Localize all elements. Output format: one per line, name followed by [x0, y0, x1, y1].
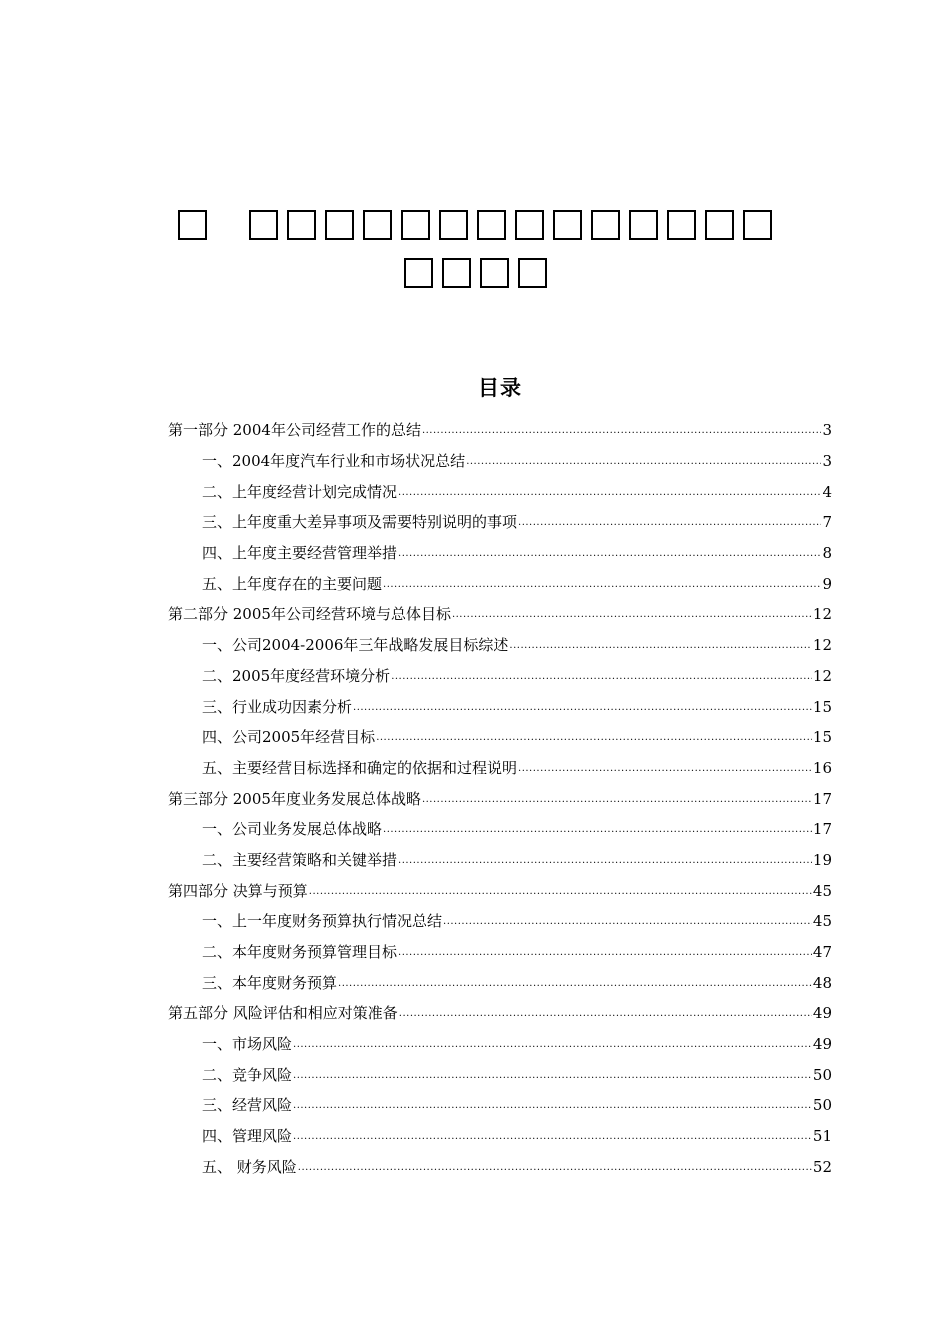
document-title-line-2: [0, 258, 950, 288]
toc-dot-leader: [398, 944, 812, 962]
toc-dot-leader: [293, 1097, 812, 1115]
toc-section-entry[interactable]: [168, 753, 832, 784]
toc-entry-label: 三、经营风险: [202, 1096, 293, 1115]
toc-dot-leader: [518, 514, 821, 532]
toc-page-number: 7: [822, 513, 832, 532]
missing-glyph-box: [591, 210, 620, 240]
toc-dot-leader: [309, 883, 812, 901]
toc-section-entry[interactable]: [168, 538, 832, 569]
toc-page-number: 51: [812, 1127, 832, 1146]
toc-page-number: 16: [812, 758, 832, 777]
toc-entry-label: 一、公司业务发展总体战略: [202, 820, 383, 839]
toc-part-entry[interactable]: [168, 783, 832, 814]
toc-entry-label: 四、上年度主要经营管理举措: [202, 544, 398, 563]
toc-entry-label: 二、2005年度经营环境分析: [202, 666, 391, 685]
toc-section-entry[interactable]: [168, 722, 832, 753]
table-of-contents: [168, 415, 832, 1182]
toc-entry-label: 第四部分 决算与预算: [168, 881, 308, 900]
toc-entry-label: 一、2004年度汽车行业和市场状况总结: [202, 452, 466, 471]
toc-dot-leader: [376, 729, 812, 747]
missing-glyph-box: [480, 258, 509, 288]
missing-glyph-box: [439, 210, 468, 240]
toc-entry-label: 第三部分 2005年度业务发展总体战略: [168, 789, 421, 808]
toc-page-number: 15: [812, 728, 832, 747]
toc-entry-label: 二、主要经营策略和关键举措: [202, 850, 398, 869]
toc-page-number: 48: [812, 973, 832, 992]
toc-page-number: 45: [812, 881, 832, 900]
toc-entry-label: 三、上年度重大差异事项及需要特别说明的事项: [202, 513, 518, 532]
toc-page-number: 4: [822, 482, 832, 501]
toc-dot-leader: [293, 1067, 812, 1085]
toc-entry-label: 五、 财务风险: [202, 1157, 297, 1176]
toc-page-number: 50: [812, 1096, 832, 1115]
toc-dot-leader: [293, 1036, 812, 1054]
toc-entry-label: 第五部分 风险评估和相应对策准备: [168, 1004, 398, 1023]
toc-page-number: 50: [812, 1065, 832, 1084]
toc-section-entry[interactable]: [168, 1029, 832, 1060]
toc-part-entry[interactable]: [168, 415, 832, 446]
toc-page-number: 12: [812, 666, 832, 685]
missing-glyph-box: [442, 258, 471, 288]
toc-entry-label: 一、上一年度财务预算执行情况总结: [202, 912, 443, 931]
toc-dot-leader: [422, 422, 822, 440]
toc-page-number: 47: [812, 943, 832, 962]
missing-glyph-box: [404, 258, 433, 288]
toc-entry-label: 三、行业成功因素分析: [202, 697, 353, 716]
toc-dot-leader: [509, 637, 811, 655]
toc-part-entry[interactable]: [168, 998, 832, 1029]
toc-page-number: 19: [812, 850, 832, 869]
missing-glyph-box: [553, 210, 582, 240]
document-title-line-1: [0, 210, 950, 240]
toc-dot-leader: [293, 1128, 812, 1146]
missing-glyph-box: [743, 210, 772, 240]
missing-glyph-box: [249, 210, 278, 240]
toc-entry-label: 二、竞争风险: [202, 1065, 293, 1084]
toc-page-number: 12: [812, 605, 832, 624]
toc-dot-leader: [399, 1005, 812, 1023]
toc-dot-leader: [466, 453, 821, 471]
toc-dot-leader: [383, 576, 821, 594]
toc-section-entry[interactable]: [168, 568, 832, 599]
toc-section-entry[interactable]: [168, 967, 832, 998]
toc-page-number: 3: [822, 452, 832, 471]
toc-dot-leader: [452, 606, 812, 624]
missing-glyph-box: [518, 258, 547, 288]
missing-glyph-box: [515, 210, 544, 240]
toc-dot-leader: [398, 852, 812, 870]
toc-section-entry[interactable]: [168, 507, 832, 538]
missing-glyph-box: [178, 210, 207, 240]
toc-page-number: 8: [822, 544, 832, 563]
toc-part-entry[interactable]: [168, 599, 832, 630]
missing-glyph-box: [363, 210, 392, 240]
toc-page-number: 17: [812, 789, 832, 808]
toc-page-number: 9: [822, 574, 832, 593]
toc-entry-label: 四、公司2005年经营目标: [202, 728, 376, 747]
toc-dot-leader: [298, 1159, 812, 1177]
toc-section-entry[interactable]: [168, 937, 832, 968]
toc-section-entry[interactable]: [168, 906, 832, 937]
toc-page-number: 15: [812, 697, 832, 716]
toc-page-number: 45: [812, 912, 832, 931]
toc-section-entry[interactable]: [168, 814, 832, 845]
missing-glyph-box: [401, 210, 430, 240]
toc-part-entry[interactable]: [168, 875, 832, 906]
toc-entry-label: 三、本年度财务预算: [202, 973, 338, 992]
toc-dot-leader: [422, 791, 812, 809]
toc-heading: 目录: [478, 376, 522, 400]
toc-dot-leader: [443, 913, 812, 931]
toc-entry-label: 二、上年度经营计划完成情况: [202, 482, 398, 501]
missing-glyph-box: [325, 210, 354, 240]
toc-page-number: 52: [812, 1157, 832, 1176]
toc-section-entry[interactable]: [168, 661, 832, 692]
toc-section-entry[interactable]: [168, 1059, 832, 1090]
toc-dot-leader: [383, 821, 812, 839]
toc-section-entry[interactable]: [168, 691, 832, 722]
toc-section-entry[interactable]: [168, 446, 832, 477]
toc-page-number: 17: [812, 820, 832, 839]
toc-section-entry[interactable]: [168, 630, 832, 661]
toc-section-entry[interactable]: [168, 1090, 832, 1121]
toc-entry-label: 五、主要经营目标选择和确定的依据和过程说明: [202, 758, 518, 777]
missing-glyph-box: [705, 210, 734, 240]
toc-entry-label: 一、公司2004-2006年三年战略发展目标综述: [202, 636, 509, 655]
missing-glyph-box: [629, 210, 658, 240]
toc-entry-label: 五、上年度存在的主要问题: [202, 574, 383, 593]
toc-page-number: 49: [812, 1035, 832, 1054]
toc-dot-leader: [391, 668, 812, 686]
toc-section-entry[interactable]: [168, 1152, 832, 1183]
missing-glyph-box: [287, 210, 316, 240]
toc-entry-label: 第一部分 2004年公司经营工作的总结: [168, 421, 421, 440]
toc-entry-label: 一、市场风险: [202, 1035, 293, 1054]
toc-dot-leader: [518, 760, 812, 778]
missing-glyph-box: [477, 210, 506, 240]
toc-dot-leader: [398, 484, 821, 502]
toc-page-number: 12: [812, 636, 832, 655]
toc-section-entry[interactable]: [168, 476, 832, 507]
toc-section-entry[interactable]: [168, 845, 832, 876]
toc-entry-label: 二、本年度财务预算管理目标: [202, 943, 398, 962]
toc-page-number: 3: [822, 421, 832, 440]
toc-page-number: 49: [812, 1004, 832, 1023]
toc-dot-leader: [353, 699, 812, 717]
toc-section-entry[interactable]: [168, 1121, 832, 1152]
toc-dot-leader: [338, 975, 812, 993]
toc-dot-leader: [398, 545, 821, 563]
toc-entry-label: 四、管理风险: [202, 1127, 293, 1146]
missing-glyph-box: [667, 210, 696, 240]
toc-entry-label: 第二部分 2005年公司经营环境与总体目标: [168, 605, 451, 624]
